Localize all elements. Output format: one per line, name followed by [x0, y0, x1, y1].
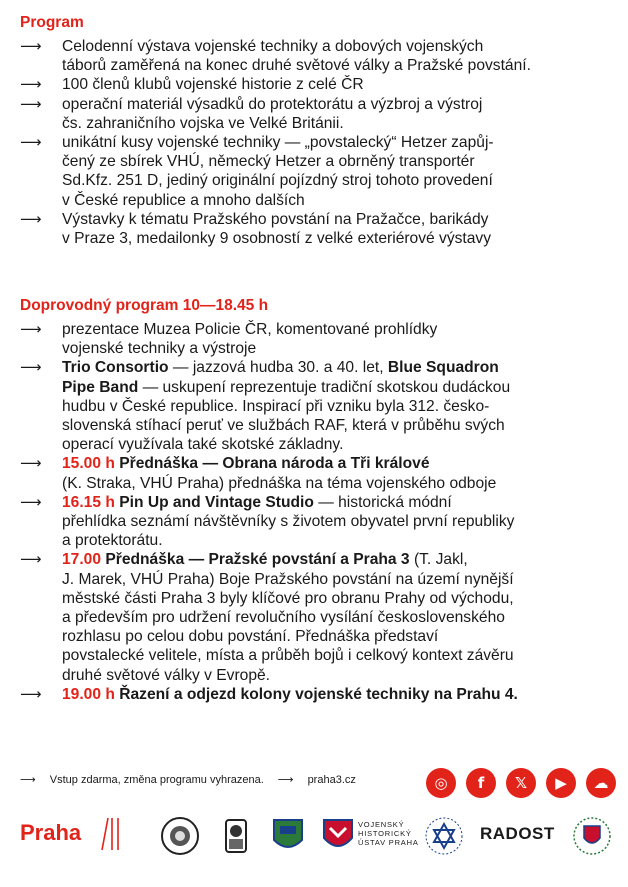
arrow-icon: ⟶	[20, 454, 42, 473]
partner-logos	[20, 812, 618, 860]
list-item: ⟶ Celodenní výstava vojenské techniky a dobových vojenských táborů zaměřená na konec druhé světové války a Pražské povstání.	[20, 37, 531, 75]
accompanying-list	[20, 320, 620, 704]
list-item: ⟶ 100 členů klubů vojenské historie z celé ČR	[20, 75, 364, 94]
soldier-emblem-icon	[216, 816, 256, 856]
list-item: ⟶ Výstavky k tématu Pražského povstání na Pražačce, barikády v Praze 3, medailonky 9 osobností z velké exteriérové výstavy	[20, 209, 492, 248]
club-emblem-icon	[160, 816, 200, 856]
coat-of-arms-icon	[572, 816, 612, 856]
list-item: ⟶ unikátní kusy vojenské techniky — „povstalecký“ Hetzer zapůj- čený ze sbírek VHÚ, německý Hetzer a obrněný transportér Sd.Kfz. 251 D, jediný originální pojízdný stroj tohoto provedení v České republice a mnoho dalších	[20, 133, 494, 209]
star-of-david-icon	[424, 816, 464, 856]
arrow-icon: ⟶	[277, 773, 294, 786]
list-item: ⟶ Trio Consortio — jazzová hudba 30. a 40. let, Blue Squadron Pipe Band — uskupení reprezentuje tradiční skotskou dudáckou hudbu v České republice. Inspirací při vzniku byla 312. česko- slovenská stíhací peruť ve službách RAF, která v průběhu svých operací využívala také skotské základny.	[20, 358, 511, 454]
arrow-icon: ⟶	[20, 37, 42, 55]
list-item: ⟶ 15.00 h Přednáška — Obrana národa a Tři králové (K. Straka, VHÚ Praha) přednáška na téma vojenského odboje	[20, 454, 497, 492]
arrow-icon: ⟶	[20, 684, 42, 703]
arrow-icon: ⟶	[20, 550, 42, 569]
arrow-icon: ⟶	[20, 320, 42, 338]
social-icons	[426, 768, 616, 798]
badge-emblem-icon	[268, 816, 308, 856]
list-item: ⟶ prezentace Muzea Policie ČR, komentované prohlídky vojenské techniky a výstroje	[20, 320, 438, 358]
arrow-icon: ⟶	[20, 209, 42, 228]
soundcloud-icon[interactable]: ☁	[586, 768, 616, 798]
program-heading: Program	[20, 14, 84, 31]
radost-logo: RADOST	[480, 824, 555, 843]
arrow-icon: ⟶	[20, 94, 42, 113]
footer-note	[20, 773, 440, 786]
list-item: ⟶ 16.15 h Pin Up and Vintage Studio — historická módní přehlídka seznámí návštěvníky s životem obyvatel první republiky a protektorátu.	[20, 492, 515, 550]
program-list	[20, 37, 620, 248]
list-item: ⟶ 19.00 h Řazení a odjezd kolony vojenské techniky na Prahu 4.	[20, 684, 518, 703]
vhu-logo-text: VOJENSKÝ HISTORICKÝ ÚSTAV PRAHA	[358, 820, 419, 847]
praha-bars-icon	[98, 816, 120, 852]
arrow-icon: ⟶	[20, 492, 42, 511]
arrow-icon: ⟶	[20, 133, 42, 152]
arrow-icon: ⟶	[20, 75, 42, 94]
youtube-icon[interactable]: ▶	[546, 768, 576, 798]
website-link[interactable]: praha3.cz	[307, 774, 356, 786]
accompanying-heading: Doprovodný program 10—18.45 h	[20, 297, 269, 314]
vhu-shield-icon	[318, 816, 358, 856]
list-item: ⟶ 17.00 Přednáška — Pražské povstání a Praha 3 (T. Jakl, J. Marek, VHÚ Praha) Boje Pražského povstání na území nynější městské části Praha 3 byly klíčové pro obranu Prahy od východu, a především pro udržení revolučního vysílání československého rozhlasu po celou dobu povstání. Přednáška představí povstalecké velitele, místa a průběh bojů i celkový kontext závěru druhé světové války v Evropě.	[20, 550, 514, 684]
praha-logo: Praha	[20, 820, 82, 845]
arrow-icon: ⟶	[20, 773, 36, 786]
list-item: ⟶ operační materiál výsadků do protektorátu a výzbroj a výstroj čs. zahraničního vojska ve Velké Británii.	[20, 94, 483, 132]
entry-note: Vstup zdarma, změna programu vyhrazena.	[49, 774, 264, 786]
x-icon[interactable]: 𝕏	[506, 768, 536, 798]
arrow-icon: ⟶	[20, 358, 42, 377]
instagram-icon[interactable]: ◎	[426, 768, 456, 798]
facebook-icon[interactable]: f	[466, 768, 496, 798]
